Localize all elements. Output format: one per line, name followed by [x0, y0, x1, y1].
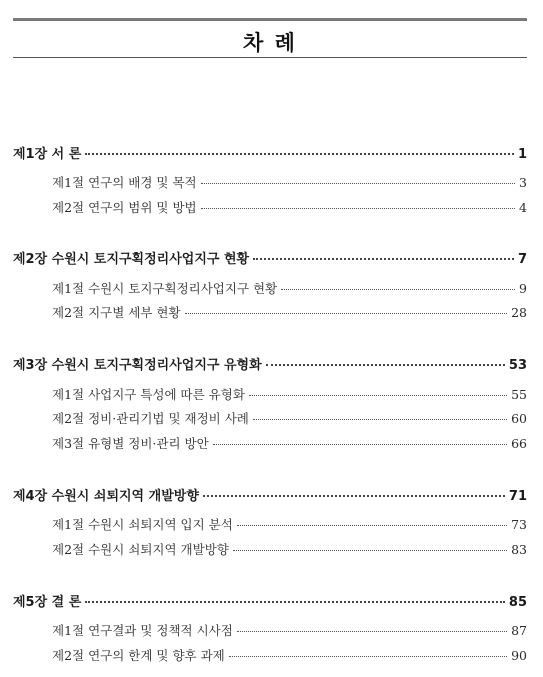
page-number: 83 — [511, 542, 527, 557]
dot-leader — [237, 630, 507, 632]
page-number: 53 — [508, 358, 527, 373]
section-label: 제1절 사업지구 특성에 따른 유형화 — [52, 387, 245, 402]
chapter-label: 제5장 결 론 — [13, 595, 82, 610]
dot-leader — [253, 418, 507, 420]
page-number: 9 — [519, 281, 527, 296]
page-number: 1 — [517, 147, 527, 162]
page-number: 3 — [519, 175, 527, 190]
dot-leader — [233, 549, 507, 551]
page-number: 90 — [511, 648, 527, 663]
toc-section-3-2[interactable] — [52, 409, 527, 427]
section-label: 제2절 지구별 세부 현황 — [52, 305, 181, 320]
page-number: 87 — [511, 623, 527, 638]
section-label: 제2절 연구의 한계 및 향후 과제 — [52, 648, 225, 663]
page-number: 55 — [511, 387, 527, 402]
section-label: 제2절 연구의 범위 및 방법 — [52, 200, 197, 215]
toc-section-2-2[interactable] — [52, 303, 527, 321]
dot-leader — [85, 152, 514, 155]
dot-leader — [201, 207, 515, 209]
toc-section-3-1[interactable] — [52, 385, 527, 403]
toc-section-1-1[interactable] — [52, 173, 527, 191]
section-label: 제1절 수원시 쇠퇴지역 입지 분석 — [52, 517, 233, 532]
toc-section-3-3[interactable] — [52, 434, 527, 452]
dot-leader — [203, 494, 505, 497]
toc-section-4-2[interactable] — [52, 540, 527, 558]
page-title: 차 례 — [243, 31, 297, 55]
dot-leader — [253, 257, 514, 260]
toc-chapter-5[interactable] — [13, 591, 527, 610]
page-number: 60 — [511, 411, 527, 426]
page-number: 73 — [511, 517, 527, 532]
page-number: 28 — [511, 305, 527, 320]
section-label: 제3절 유형별 정비·관리 방안 — [52, 436, 209, 451]
top-rule — [13, 18, 527, 21]
section-label: 제1절 수원시 토지구획정리사업지구 현황 — [52, 281, 278, 296]
dot-leader — [185, 312, 508, 314]
title-rule — [13, 57, 527, 58]
toc-section-2-1[interactable] — [52, 279, 527, 297]
section-label: 제1절 연구의 배경 및 목적 — [52, 175, 197, 190]
toc-chapter-2[interactable] — [13, 248, 527, 267]
page-number: 66 — [511, 436, 527, 451]
chapter-label: 제3장 수원시 토지구획정리사업지구 유형화 — [13, 358, 262, 373]
section-label: 제2절 정비·관리기법 및 재정비 사례 — [52, 411, 249, 426]
dot-leader — [281, 288, 515, 290]
dot-leader — [201, 182, 515, 184]
toc-chapter-4[interactable] — [13, 485, 527, 504]
dot-leader — [266, 363, 505, 366]
dot-leader — [249, 394, 507, 396]
chapter-label: 제2장 수원시 토지구획정리사업지구 현황 — [13, 252, 250, 267]
toc-section-4-1[interactable] — [52, 515, 527, 533]
toc-section-5-1[interactable] — [52, 621, 527, 639]
page-number: 71 — [508, 489, 527, 504]
dot-leader — [213, 443, 507, 445]
toc-section-5-2[interactable] — [52, 646, 527, 664]
dot-leader — [237, 524, 507, 526]
toc-chapter-1[interactable] — [13, 143, 527, 162]
page-number: 85 — [508, 595, 527, 610]
chapter-label: 제4장 수원시 쇠퇴지역 개발방향 — [13, 489, 199, 504]
section-label: 제2절 수원시 쇠퇴지역 개발방향 — [52, 542, 229, 557]
page-number: 4 — [519, 200, 527, 215]
dot-leader — [229, 655, 507, 657]
toc-section-1-2[interactable] — [52, 198, 527, 216]
section-label: 제1절 연구결과 및 정책적 시사점 — [52, 623, 233, 638]
dot-leader — [85, 600, 505, 603]
chapter-label: 제1장 서 론 — [13, 147, 82, 162]
toc-chapter-3[interactable] — [13, 354, 527, 373]
page-number: 7 — [517, 252, 527, 267]
